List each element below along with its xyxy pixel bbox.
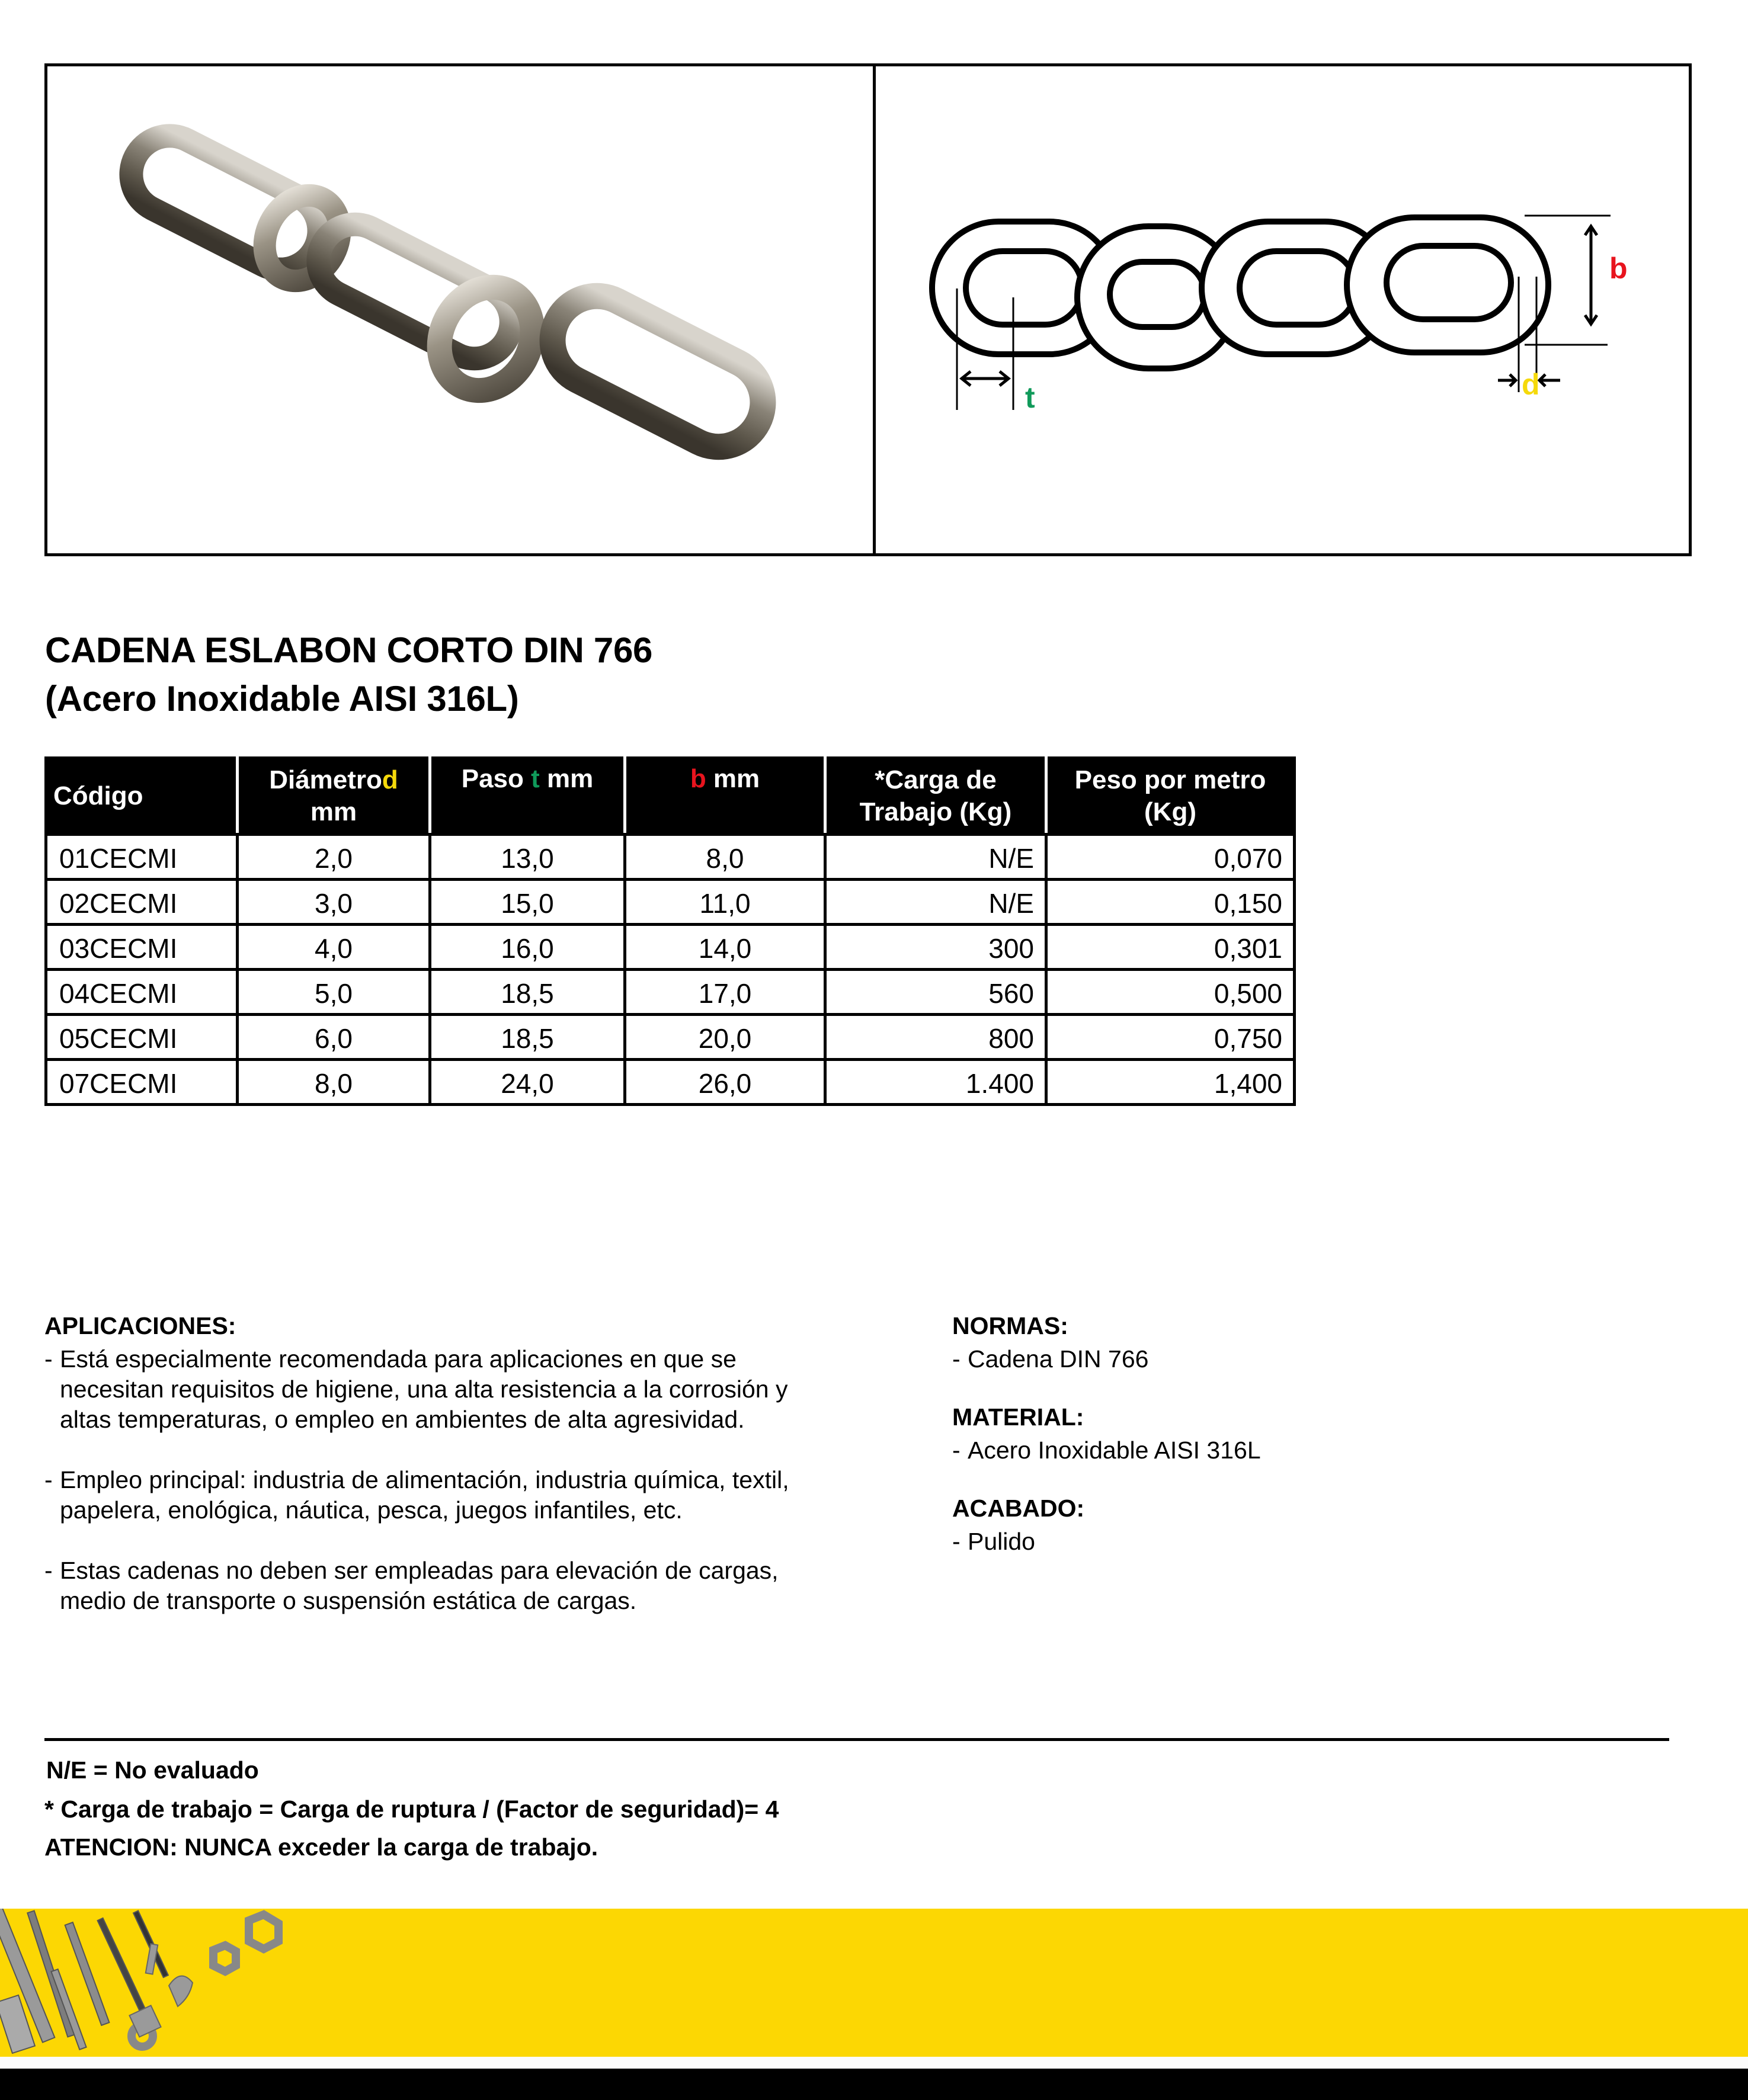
- cell-b: 26,0: [625, 1060, 825, 1105]
- header-b-unit: mm: [706, 764, 760, 793]
- bullet-dash: -: [44, 1557, 53, 1584]
- header-diametro-unit: mm: [310, 797, 357, 826]
- cell-paso: 15,0: [430, 880, 625, 925]
- material-value: Acero Inoxidable AISI 316L: [968, 1437, 1261, 1464]
- cell-b: 17,0: [625, 970, 825, 1015]
- cell-diametro: 5,0: [238, 970, 430, 1015]
- header-peso-line2: (Kg): [1144, 797, 1196, 826]
- chain-dimension-diagram: [876, 66, 1686, 550]
- material-value-row: [952, 1435, 1545, 1466]
- cell-b: 8,0: [625, 835, 825, 880]
- header-carga-line1: *Carga de: [875, 765, 997, 794]
- bullet-dash: -: [44, 1345, 53, 1373]
- cell-paso: 18,5: [430, 1015, 625, 1060]
- paragraph-gap: [44, 1435, 874, 1465]
- acabado-block: [952, 1496, 1545, 1557]
- cell-diametro: 8,0: [238, 1060, 430, 1105]
- dimension-label-d: d: [1522, 368, 1540, 401]
- cell-diametro: 3,0: [238, 880, 430, 925]
- brand-gap: [0, 2057, 1748, 2069]
- specs-section: [952, 1314, 1545, 1588]
- cell-peso: 0,150: [1046, 880, 1295, 925]
- cell-carga: 1.400: [825, 1060, 1046, 1105]
- header-carga: [825, 758, 1046, 835]
- table-header-row: [46, 758, 1295, 835]
- cell-peso: 0,750: [1046, 1015, 1295, 1060]
- header-codigo-text: Código: [53, 781, 143, 810]
- cell-codigo: 02CECMI: [46, 880, 238, 925]
- normas-value: Cadena DIN 766: [968, 1345, 1149, 1373]
- table-row: [46, 880, 1295, 925]
- cell-peso: 0,500: [1046, 970, 1295, 1015]
- cell-codigo: 05CECMI: [46, 1015, 238, 1060]
- application-item: [44, 1556, 874, 1616]
- application-item: [44, 1465, 874, 1525]
- cell-codigo: 03CECMI: [46, 925, 238, 970]
- application-line: Empleo principal: industria de alimentación, industria química, textil,: [60, 1466, 789, 1493]
- cell-peso: 0,070: [1046, 835, 1295, 880]
- application-line: altas temperaturas, o empleo en ambientes de alta agresividad.: [60, 1406, 745, 1433]
- header-diametro: [238, 758, 430, 835]
- application-line: necesitan requisitos de higiene, una alta resistencia a la corrosión y: [60, 1376, 788, 1403]
- application-line: Estas cadenas no deben ser empleadas para elevación de cargas,: [60, 1557, 779, 1584]
- normas-heading: NORMAS:: [952, 1312, 1068, 1339]
- application-line: Está especialmente recomendada para aplicaciones en que se: [60, 1345, 737, 1373]
- cell-peso: 0,301: [1046, 925, 1295, 970]
- bullet-dash: -: [952, 1528, 961, 1555]
- fasteners-collage-icon: [0, 1909, 450, 2057]
- cell-codigo: 01CECMI: [46, 835, 238, 880]
- product-title: CADENA ESLABON CORTO DIN 766: [45, 630, 653, 670]
- header-diametro-text: Diámetro: [269, 765, 382, 794]
- spec-table: [44, 756, 1296, 1106]
- header-paso: [430, 758, 625, 835]
- normas-value-row: [952, 1344, 1545, 1374]
- dimension-label-t: t: [1025, 381, 1035, 414]
- header-b: [625, 758, 825, 835]
- table-row: [46, 925, 1295, 970]
- cell-paso: 16,0: [430, 925, 625, 970]
- cell-b: 14,0: [625, 925, 825, 970]
- normas-block: [952, 1314, 1545, 1374]
- table-row: [46, 970, 1295, 1015]
- bullet-dash: -: [952, 1437, 961, 1464]
- acabado-value: Pulido: [968, 1528, 1035, 1555]
- note-working-load: * Carga de trabajo = Carga de ruptura / (Factor de seguridad)= 4: [44, 1796, 779, 1823]
- paragraph-gap: [44, 1525, 874, 1556]
- header-paso-text: Paso: [461, 764, 532, 793]
- cell-carga: 560: [825, 970, 1046, 1015]
- application-item: [44, 1344, 874, 1435]
- cell-codigo: 07CECMI: [46, 1060, 238, 1105]
- cell-diametro: 2,0: [238, 835, 430, 880]
- header-codigo: [46, 758, 238, 835]
- cell-carga: N/E: [825, 880, 1046, 925]
- table-row: [46, 1060, 1295, 1105]
- cell-diametro: 4,0: [238, 925, 430, 970]
- cell-peso: 1,400: [1046, 1060, 1295, 1105]
- note-warning: ATENCION: NUNCA exceder la carga de trabajo.: [44, 1833, 598, 1861]
- header-paso-symbol: t: [531, 764, 540, 793]
- cell-paso: 24,0: [430, 1060, 625, 1105]
- application-line: papelera, enológica, náutica, pesca, juegos infantiles, etc.: [60, 1496, 683, 1524]
- bullet-dash: -: [44, 1466, 53, 1493]
- header-peso-line1: Peso por metro: [1074, 765, 1266, 794]
- chain-photo: [47, 66, 873, 550]
- cell-codigo: 04CECMI: [46, 970, 238, 1015]
- material-heading: MATERIAL:: [952, 1403, 1084, 1431]
- applications-section: [44, 1314, 874, 1616]
- header-diametro-symbol: d: [382, 765, 398, 794]
- cell-carga: 300: [825, 925, 1046, 970]
- applications-list: [44, 1344, 874, 1616]
- header-carga-line2: Trabajo (Kg): [859, 797, 1012, 826]
- cell-b: 11,0: [625, 880, 825, 925]
- cell-carga: N/E: [825, 835, 1046, 880]
- acabado-heading: ACABADO:: [952, 1495, 1085, 1522]
- bullet-dash: -: [952, 1345, 961, 1373]
- bottom-bar: [0, 2069, 1748, 2100]
- dimension-label-b: b: [1609, 252, 1628, 285]
- header-paso-unit: mm: [539, 764, 594, 793]
- table-row: [46, 835, 1295, 880]
- application-line: medio de transporte o suspensión estática de cargas.: [60, 1587, 637, 1614]
- table-row: [46, 1015, 1295, 1060]
- note-not-evaluated: N/E = No evaluado: [46, 1756, 259, 1784]
- chain-diagram-icon: [876, 66, 1686, 550]
- header-peso: [1046, 758, 1295, 835]
- cell-paso: 18,5: [430, 970, 625, 1015]
- cell-paso: 13,0: [430, 835, 625, 880]
- cell-diametro: 6,0: [238, 1015, 430, 1060]
- product-subtitle: (Acero Inoxidable AISI 316L): [45, 679, 519, 719]
- material-block: [952, 1405, 1545, 1466]
- acabado-value-row: [952, 1527, 1545, 1557]
- chain-photo-icon: [47, 66, 873, 550]
- brand-band: [0, 1909, 1748, 2057]
- header-b-symbol: b: [690, 764, 706, 793]
- cell-b: 20,0: [625, 1015, 825, 1060]
- cell-carga: 800: [825, 1015, 1046, 1060]
- applications-heading: APLICACIONES:: [44, 1312, 236, 1339]
- notes-divider: [44, 1738, 1669, 1741]
